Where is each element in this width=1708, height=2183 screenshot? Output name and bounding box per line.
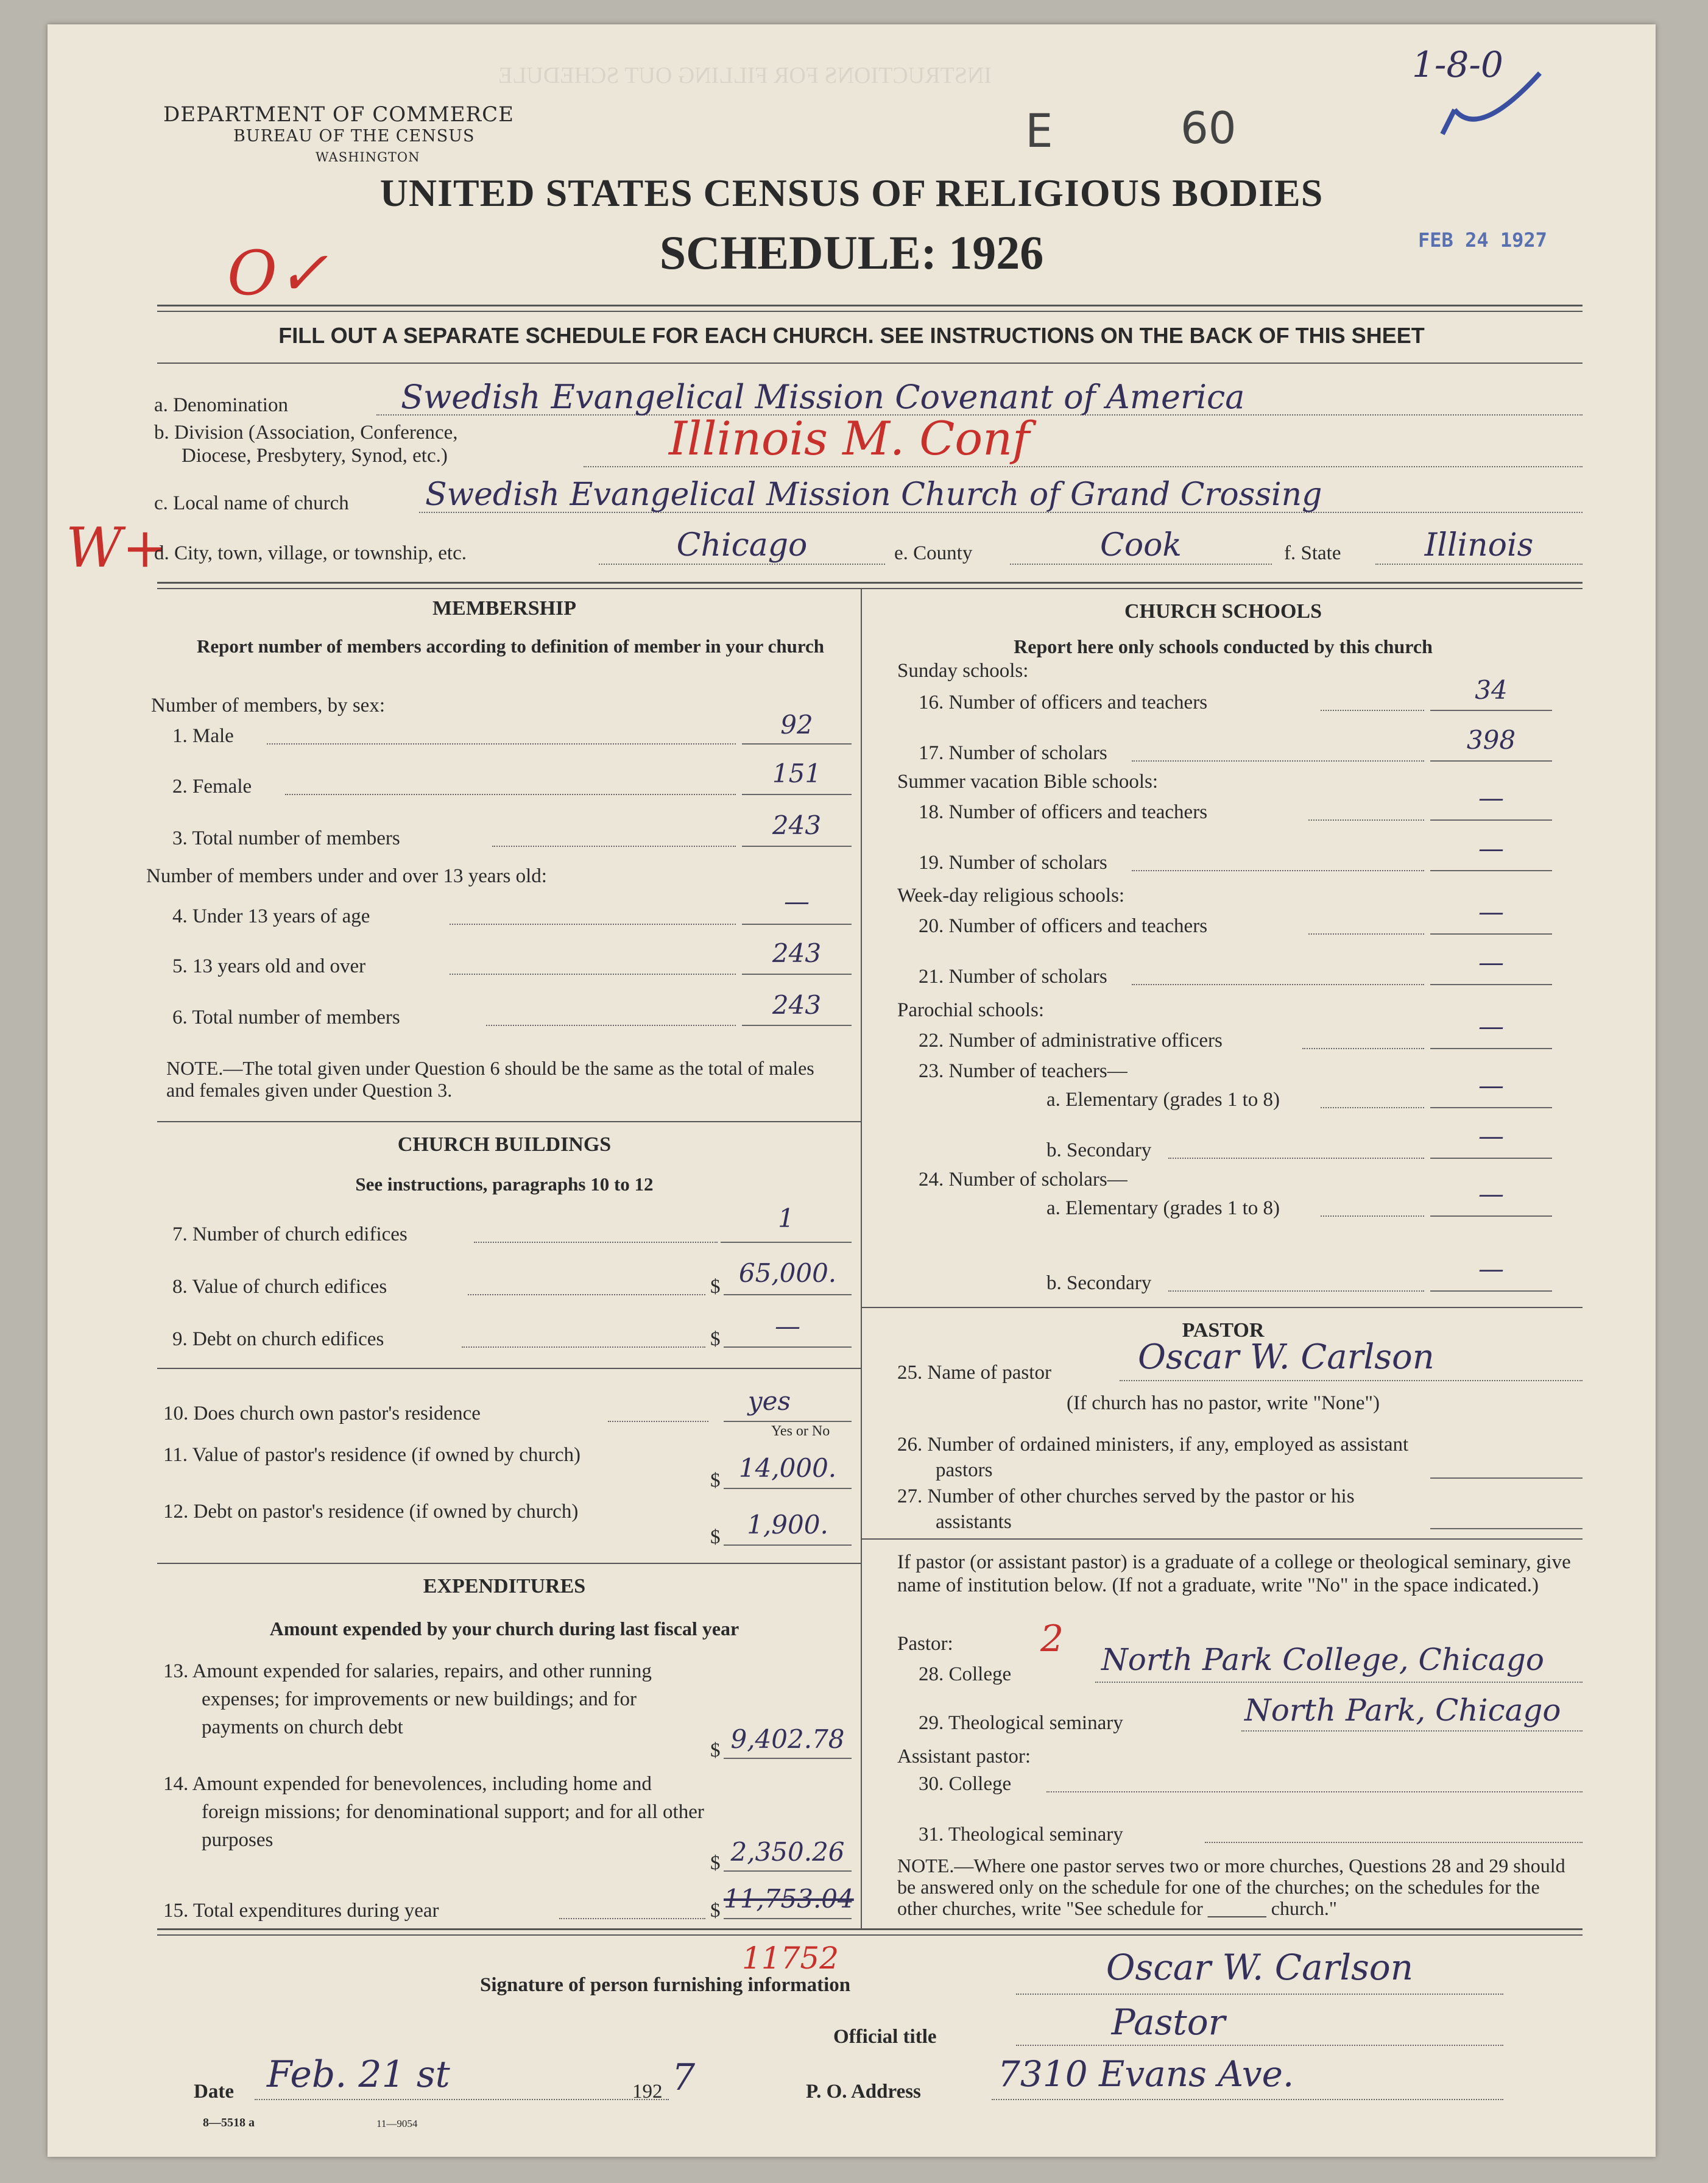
q24a-leader xyxy=(1321,1215,1424,1217)
q15-leader xyxy=(559,1918,705,1919)
membership-intro: Report number of members according to definition of member in your church xyxy=(196,635,825,657)
county-line xyxy=(1010,564,1272,565)
column-divider xyxy=(861,588,862,1928)
q20-label: 20. Number of officers and teachers xyxy=(919,915,1208,937)
q11-value[interactable]: 14,000. xyxy=(738,1453,837,1483)
county-label: e. County xyxy=(894,542,973,564)
margin-mark: W+ xyxy=(66,516,168,580)
q22-label: 22. Number of administrative officers xyxy=(919,1030,1223,1052)
q3-leader xyxy=(492,846,736,847)
date-line xyxy=(255,2099,669,2100)
print-number: 11—9054 xyxy=(376,2118,418,2129)
q25-value[interactable]: Oscar W. Carlson xyxy=(1138,1337,1435,1377)
official-title-line xyxy=(1016,2045,1503,2046)
members-by-sex-label: Number of members, by sex: xyxy=(151,695,385,716)
q21-value[interactable]: — xyxy=(1478,947,1504,977)
q11-label: 11. Value of pastor's residence (if owned by church) xyxy=(163,1444,581,1466)
q12-label: 12. Debt on pastor's residence (if owned by church) xyxy=(163,1501,579,1523)
buildings-sub: See instructions, paragraphs 10 to 12 xyxy=(355,1173,654,1195)
address-value[interactable]: 7310 Evans Ave. xyxy=(998,2053,1294,2095)
official-title-value[interactable]: Pastor xyxy=(1111,2001,1226,2043)
q18-line xyxy=(1430,819,1552,821)
q2-value[interactable]: 151 xyxy=(772,759,822,788)
q6-value[interactable]: 243 xyxy=(772,990,822,1020)
expenditures-sub: Amount expended by your church during last fiscal year xyxy=(269,1618,739,1640)
schools-sub: Report here only schools conducted by this church xyxy=(1014,635,1433,657)
q23a-line xyxy=(1430,1107,1552,1108)
q24b-label: b. Secondary xyxy=(1046,1272,1152,1294)
reverse-bleed-text: INSTRUCTIONS FOR FILLING OUT SCHEDULE xyxy=(498,63,992,88)
q9-value[interactable]: — xyxy=(775,1311,800,1341)
q13-value[interactable]: 9,402.78 xyxy=(730,1724,845,1754)
denomination-label: a. Denomination xyxy=(154,394,288,416)
buildings-title: CHURCH BUILDINGS xyxy=(397,1133,612,1156)
identity-rule xyxy=(157,582,1583,584)
received-stamp: FEB 24 1927 xyxy=(1418,228,1547,252)
q21-label: 21. Number of scholars xyxy=(919,966,1107,988)
signature-line xyxy=(1016,1994,1503,1995)
q24a-value[interactable]: — xyxy=(1478,1179,1504,1209)
q23a-leader xyxy=(1321,1107,1424,1108)
q29-value[interactable]: North Park, Chicago xyxy=(1244,1693,1561,1728)
buildings-mid-rule xyxy=(157,1368,861,1369)
q12-dollar: $ xyxy=(710,1526,721,1548)
header-rule xyxy=(157,305,1583,306)
header-rule-2 xyxy=(157,311,1583,312)
pastor-title: PASTOR xyxy=(1182,1319,1265,1342)
q24b-leader xyxy=(1168,1290,1424,1292)
q15-label: 15. Total expenditures during year xyxy=(163,1900,439,1922)
q14-line xyxy=(724,1870,852,1872)
buildings-rule xyxy=(157,1563,861,1564)
code-letter: E xyxy=(1025,104,1053,158)
q17-value[interactable]: 398 xyxy=(1466,725,1516,755)
footer-rule-2 xyxy=(157,1934,1583,1936)
schedule-title: SCHEDULE: 1926 xyxy=(659,226,1044,279)
q2-line xyxy=(742,794,852,795)
q10-leader xyxy=(608,1421,708,1422)
q17-line xyxy=(1430,760,1552,762)
date-value[interactable]: Feb. 21 st xyxy=(267,2053,450,2096)
q19-leader xyxy=(1132,870,1424,871)
city-line xyxy=(599,564,885,565)
dept-name: DEPARTMENT OF COMMERCE xyxy=(163,102,514,127)
form-title: UNITED STATES CENSUS OF RELIGIOUS BODIES xyxy=(379,171,1324,214)
q20-line xyxy=(1430,933,1552,935)
bureau-name: BUREAU OF THE CENSUS xyxy=(233,127,475,146)
q22-line xyxy=(1430,1048,1552,1049)
q23a-value[interactable]: — xyxy=(1478,1070,1504,1100)
q25-hint: (If church has no pastor, write "None") xyxy=(1066,1392,1380,1414)
q8-dollar: $ xyxy=(710,1276,721,1298)
assistant-subhead: Assistant pastor: xyxy=(897,1746,1031,1767)
q24a-label: a. Elementary (grades 1 to 8) xyxy=(1046,1197,1280,1219)
county-value[interactable]: Cook xyxy=(1100,527,1182,564)
q1-leader xyxy=(267,743,736,745)
q24b-value[interactable]: — xyxy=(1478,1254,1504,1284)
q29-label: 29. Theological seminary xyxy=(919,1712,1123,1734)
q21-leader xyxy=(1132,984,1424,985)
q2-leader xyxy=(285,794,736,795)
q18-value[interactable]: — xyxy=(1478,783,1504,813)
q10-line xyxy=(724,1421,852,1422)
q20-value[interactable]: — xyxy=(1478,897,1504,927)
q26-line xyxy=(1430,1477,1583,1479)
q9-label: 9. Debt on church edifices xyxy=(172,1328,384,1350)
expenditures-title: EXPENDITURES xyxy=(423,1575,586,1597)
q30-label: 30. College xyxy=(919,1773,1012,1795)
q24a-line xyxy=(1430,1215,1552,1217)
q18-leader xyxy=(1308,819,1424,821)
year-value[interactable]: 7 xyxy=(672,2056,696,2099)
q5-leader xyxy=(450,974,736,975)
membership-title: MEMBERSHIP xyxy=(432,597,577,620)
pastor-rule xyxy=(861,1538,1583,1540)
schools-title: CHURCH SCHOOLS xyxy=(1124,600,1322,623)
q5-line xyxy=(742,974,852,975)
instruction-banner: FILL OUT A SEPARATE SCHEDULE FOR EACH CHURCH. SEE INSTRUCTIONS ON THE BACK OF THIS SHEET xyxy=(278,323,1425,348)
form-number: 8—5518 a xyxy=(203,2116,255,2129)
q11-line xyxy=(724,1488,852,1489)
q4-line xyxy=(742,924,852,925)
code-number: 60 xyxy=(1180,102,1237,154)
q16-label: 16. Number of officers and teachers xyxy=(919,692,1208,713)
q15-dollar: $ xyxy=(710,1900,721,1922)
q1-value[interactable]: 92 xyxy=(780,710,813,740)
church-name-label: c. Local name of church xyxy=(154,492,349,514)
q26-label: 26. Number of ordained ministers, if any, employed as assistant pastors xyxy=(897,1434,1409,1481)
membership-rule xyxy=(157,1121,861,1122)
q11-dollar: $ xyxy=(710,1470,721,1491)
q3-line xyxy=(742,846,852,847)
bureau-city: WASHINGTON xyxy=(316,150,420,165)
division-label-cont: Diocese, Presbytery, Synod, etc.) xyxy=(182,445,448,467)
checkmark-icon xyxy=(1436,67,1546,152)
membership-note: NOTE.—The total given under Question 6 should be the same as the total of males and females given under Question 3. xyxy=(166,1057,814,1101)
instruction-rule xyxy=(157,363,1583,364)
q1-label: 1. Male xyxy=(172,725,234,747)
q15-value[interactable]: 11,753.04 xyxy=(724,1884,854,1914)
q18-label: 18. Number of officers and teachers xyxy=(919,801,1208,823)
q19-label: 19. Number of scholars xyxy=(919,852,1107,874)
q24b-line xyxy=(1430,1290,1552,1292)
q8-leader xyxy=(468,1294,705,1295)
denomination-value[interactable]: Swedish Evangelical Mission Covenant of America xyxy=(401,378,1245,416)
q3-label: 3. Total number of members xyxy=(172,827,400,849)
q20-leader xyxy=(1308,933,1424,935)
pastor-red-mark: 2 xyxy=(1040,1618,1064,1660)
address-label: P. O. Address xyxy=(806,2081,921,2103)
age-heading: Number of members under and over 13 years old: xyxy=(146,865,547,887)
q5-value[interactable]: 243 xyxy=(772,938,822,968)
division-label: b. Division (Association, Conference, xyxy=(154,422,458,444)
q28-label: 28. College xyxy=(919,1663,1012,1685)
q23b-value[interactable]: — xyxy=(1478,1121,1504,1151)
vacation-heading: Summer vacation Bible schools: xyxy=(897,771,1159,793)
q1-line xyxy=(742,743,852,745)
q14-label: 14. Amount expended for benevolences, including home and foreign missions; for denominational support; and for all other purposes xyxy=(163,1773,704,1851)
identity-rule-2 xyxy=(157,588,1583,589)
parochial-heading: Parochial schools: xyxy=(897,999,1045,1021)
total-correction: 11752 xyxy=(742,1941,839,1976)
q19-line xyxy=(1430,870,1552,871)
q23a-label: a. Elementary (grades 1 to 8) xyxy=(1046,1089,1280,1111)
year-prefix: 192 xyxy=(632,2081,663,2103)
pastor-note: NOTE.—Where one pastor serves two or more churches, Questions 28 and 29 should be answered only on the schedule for one of the churches; on the schedules for the other churches, write "See schedule for ______ church." xyxy=(897,1855,1565,1919)
q6-leader xyxy=(486,1025,736,1026)
q9-line xyxy=(724,1346,852,1348)
q4-label: 4. Under 13 years of age xyxy=(172,905,370,927)
q27-line xyxy=(1430,1528,1583,1529)
q24-label: 24. Number of scholars— xyxy=(919,1169,1127,1191)
q13-dollar: $ xyxy=(710,1739,721,1761)
q23-label: 23. Number of teachers— xyxy=(919,1060,1127,1082)
q5-label: 5. 13 years old and over xyxy=(172,955,366,977)
q2-label: 2. Female xyxy=(172,776,252,798)
q13-line xyxy=(724,1758,852,1759)
q8-value[interactable]: 65,000. xyxy=(738,1258,837,1288)
q7-label: 7. Number of church edifices xyxy=(172,1223,408,1245)
state-value[interactable]: Illinois xyxy=(1424,527,1534,564)
q4-value[interactable]: — xyxy=(784,886,810,916)
q30-line xyxy=(1046,1791,1583,1792)
q16-leader xyxy=(1321,710,1424,711)
q12-value[interactable]: 1,900. xyxy=(747,1510,828,1540)
q13-label: 13. Amount expended for salaries, repairs, and other running expenses; for improvements or new buildings; and for payments on church debt xyxy=(163,1660,652,1738)
q8-label: 8. Value of church edifices xyxy=(172,1276,387,1298)
q25-line xyxy=(1120,1380,1583,1381)
q28-line xyxy=(1095,1682,1583,1683)
census-schedule-sheet xyxy=(48,24,1656,2157)
division-value[interactable]: Illinois M. Conf xyxy=(669,411,1030,465)
q6-line xyxy=(742,1025,852,1026)
red-mark-ok: O✓ xyxy=(227,238,328,309)
q8-line xyxy=(724,1294,852,1295)
city-value[interactable]: Chicago xyxy=(676,527,808,564)
signature-value[interactable]: Oscar W. Carlson xyxy=(1106,1947,1414,1988)
q14-dollar: $ xyxy=(710,1852,721,1874)
q31-label: 31. Theological seminary xyxy=(919,1824,1123,1845)
q23b-leader xyxy=(1168,1158,1424,1159)
q10-value[interactable]: yes xyxy=(747,1386,791,1416)
q21-line xyxy=(1430,984,1552,985)
q15-line xyxy=(724,1918,852,1919)
schools-rule xyxy=(861,1307,1583,1308)
q7-line xyxy=(721,1242,852,1243)
q23b-line xyxy=(1430,1158,1552,1159)
q14-value[interactable]: 2,350.26 xyxy=(730,1837,845,1867)
q28-value[interactable]: North Park College, Chicago xyxy=(1101,1642,1544,1677)
q22-leader xyxy=(1302,1048,1424,1049)
q27-label: 27. Number of other churches served by the pastor or his assistants xyxy=(897,1485,1355,1533)
q29-line xyxy=(1241,1730,1583,1732)
division-line xyxy=(584,466,1583,467)
q16-value[interactable]: 34 xyxy=(1475,675,1508,705)
q6-label: 6. Total number of members xyxy=(172,1007,400,1028)
q31-line xyxy=(1205,1842,1583,1843)
date-label: Date xyxy=(194,2081,234,2103)
q9-leader xyxy=(462,1346,705,1348)
city-label: d. City, town, village, or township, etc. xyxy=(154,542,467,564)
q25-label: 25. Name of pastor xyxy=(897,1362,1051,1384)
sunday-heading: Sunday schools: xyxy=(897,660,1029,682)
q9-dollar: $ xyxy=(710,1328,721,1350)
weekday-heading: Week-day religious schools: xyxy=(897,885,1125,907)
q7-value[interactable]: 1 xyxy=(778,1203,794,1233)
pastor-subhead: Pastor: xyxy=(897,1633,953,1655)
q23b-label: b. Secondary xyxy=(1046,1139,1152,1161)
q4-leader xyxy=(450,924,736,925)
q17-leader xyxy=(1132,760,1424,762)
q7-leader xyxy=(474,1242,718,1243)
q16-line xyxy=(1430,710,1552,711)
state-label: f. State xyxy=(1284,542,1341,564)
graduate-note: If pastor (or assistant pastor) is a graduate of a college or theological seminary, give name of institution below. (If not a graduate, write "No" in the space indicated.) xyxy=(897,1551,1571,1596)
q10-hint: Yes or No xyxy=(771,1423,830,1439)
signature-label: Signature of person furnishing information xyxy=(480,1974,851,1996)
q22-value[interactable]: — xyxy=(1478,1011,1504,1041)
official-title-label: Official title xyxy=(833,2026,937,2048)
address-line xyxy=(992,2099,1503,2100)
footer-rule xyxy=(157,1928,1583,1930)
q12-line xyxy=(724,1544,852,1546)
q3-value[interactable]: 243 xyxy=(772,810,822,840)
q19-value[interactable]: — xyxy=(1478,833,1504,863)
church-name-value[interactable]: Swedish Evangelical Mission Church of Grand Crossing xyxy=(425,476,1322,513)
q17-label: 17. Number of scholars xyxy=(919,742,1107,764)
q10-label: 10. Does church own pastor's residence xyxy=(163,1403,481,1424)
state-line xyxy=(1375,564,1583,565)
corner-note: 1-8-0 xyxy=(1412,44,1503,85)
